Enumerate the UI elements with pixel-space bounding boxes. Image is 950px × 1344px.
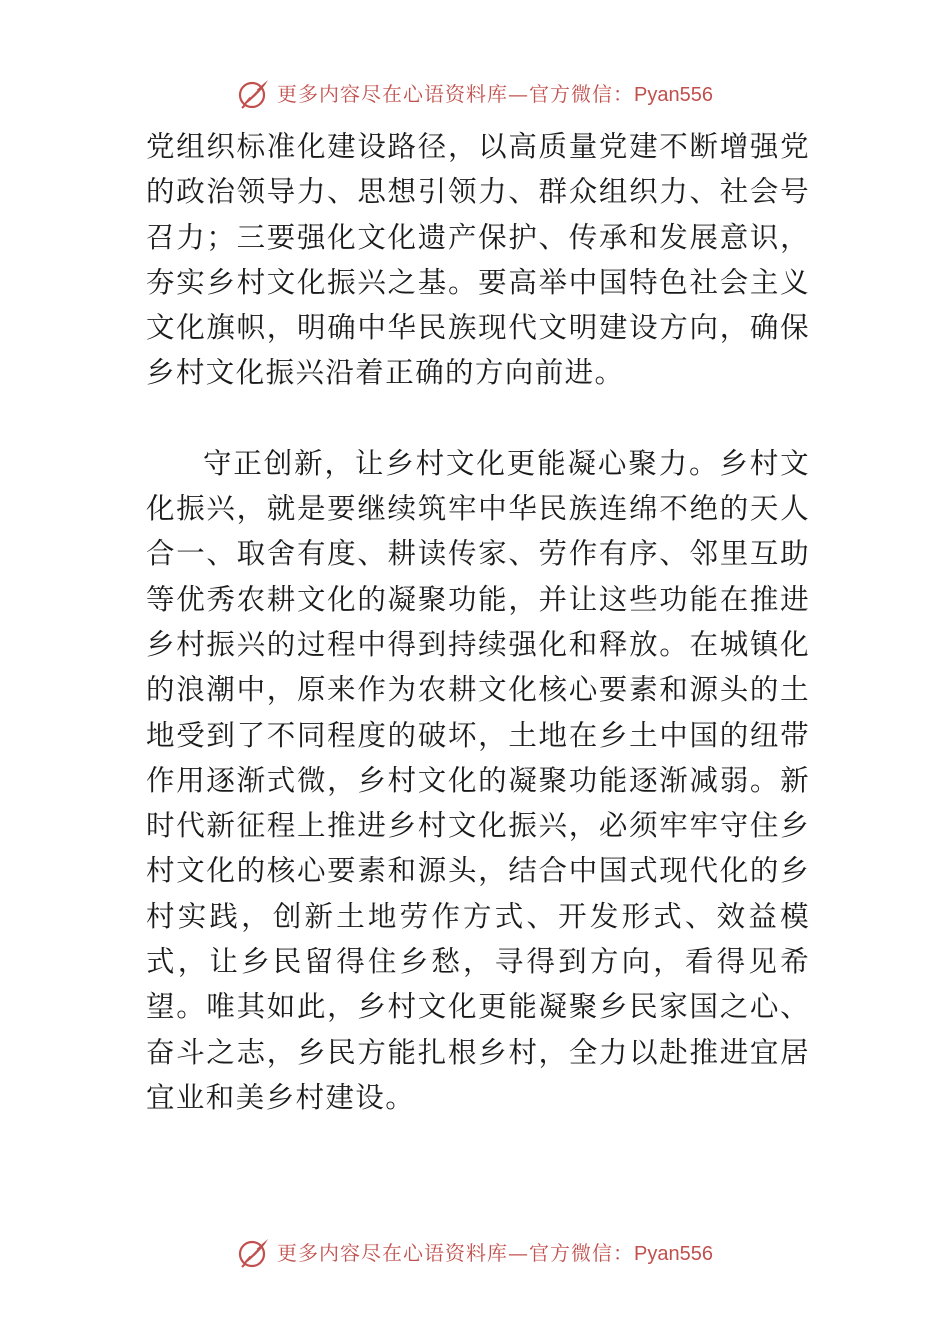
quill-pen-logo-icon xyxy=(237,1236,271,1270)
header-watermark xyxy=(0,76,950,112)
watermark-text xyxy=(277,78,713,111)
paragraph: 党组织标准化建设路径，以高质量党建不断增强党的政治领导力、思想引领力、群众组织力、社会号召力；三要强化文化遗产保护、传承和发展意识，夯实乡村文化振兴之基。要高举中国特色社会主义文化旗帜，明确中华民族现代文明建设方向，确保乡村文化振兴沿着正确的方向前进。 xyxy=(146,130,810,390)
watermark-wechat-id: Pyan556 xyxy=(634,83,713,106)
watermark-wechat-label: 官方微信： xyxy=(529,1240,635,1265)
document-body xyxy=(146,124,810,1120)
paragraph: 守正创新，让乡村文化更能凝心聚力。乡村文化振兴，就是要继续筑牢中华民族连绵不绝的天人合一、取舍有度、耕读传家、劳作有序、邻里互助等优秀农耕文化的凝聚功能，并让这些功能在推进乡村振兴的过程中得到持续强化和释放。在城镇化的浪潮中，原来作为农耕文化核心要素和源头的土地受到了不同程度的破坏，土地在乡土中国的纽带作用逐渐式微，乡村文化的凝聚功能逐渐减弱。新时代新征程上推进乡村文化振兴，必须牢牢守住乡村文化的核心要素和源头，结合中国式现代化的乡村实践，创新土地劳作方式、开发形式、效益模式，让乡民留得住乡愁，寻得到方向，看得见希望。唯其如此，乡村文化更能凝聚乡民家国之心、奋斗之志，乡民方能扎根乡村，全力以赴推进宜居宜业和美乡村建设。 xyxy=(146,446,810,1114)
watermark-title: 更多内容尽在心语资料库 xyxy=(277,1240,509,1265)
watermark-wechat-id: Pyan556 xyxy=(634,1242,713,1265)
quill-pen-logo-icon xyxy=(237,77,271,111)
footer-watermark xyxy=(0,1235,950,1271)
watermark-dash: — xyxy=(508,1240,530,1265)
watermark-text xyxy=(277,1237,713,1270)
watermark-title: 更多内容尽在心语资料库 xyxy=(277,81,509,106)
watermark-dash: — xyxy=(508,81,530,106)
watermark-wechat-label: 官方微信： xyxy=(529,81,635,106)
